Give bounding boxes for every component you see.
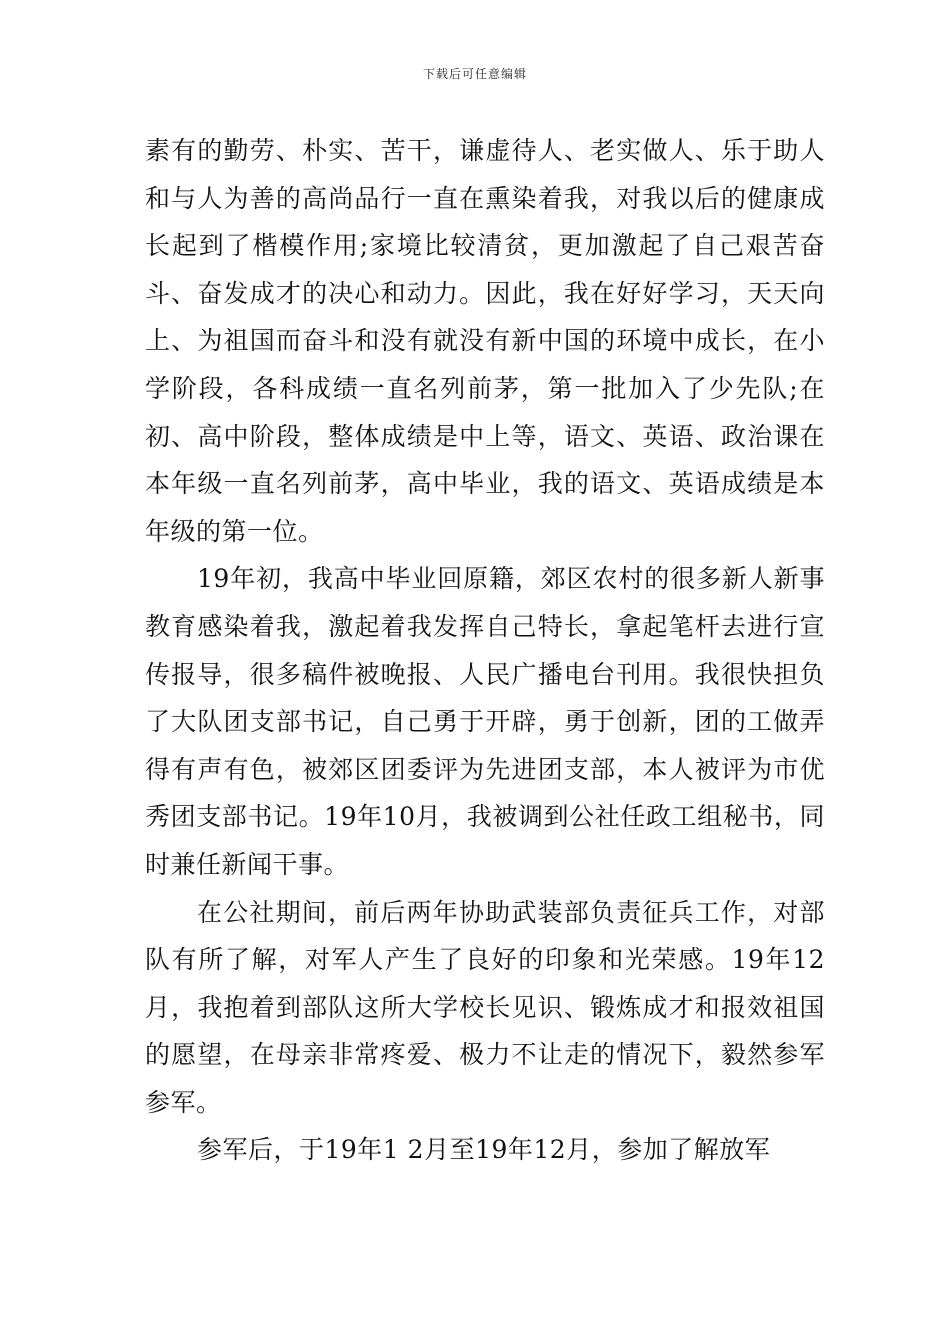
paragraph-2: 19年初，我高中毕业回原籍，郊区农村的很多新人新事教育感染着我，激起着我发挥自己特长，拿起笔杆去进行宣传报导，很多稿件被晚报、人民广播电台刊用。我很快担负了大队团支部书记，自己勇于开辟，勇于创新，团的工做弄得有声有色，被郊区团委评为先进团支部，本人被评为市优秀团支部书记。19年10月，我被调到公社任政工组秘书，同时兼任新闻干事。	[145, 564, 825, 879]
page-header: 下载后可任意编辑	[422, 67, 527, 81]
paragraph-1: 素有的勤劳、朴实、苦干，谦虚待人、老实做人、乐于助人和与人为善的高尚品行一直在熏染着我，对我以后的健康成长起到了楷模作用;家境比较清贫，更加激起了自己艰苦奋斗、奋发成才的决心和动力。因此，我在好好学习，天天向上、为祖国而奋斗和没有就没有新中国的环境中成长，在小学阶段，各科成绩一直名列前茅，第一批加入了少先队;在初、高中阶段，整体成绩是中上等，语文、英语、政治课在本年级一直名列前茅，高中毕业，我的语文、英语成绩是本年级的第一位。	[145, 136, 825, 546]
paragraph-4: 参军后，于19年1 2月至19年12月，参加了解放军	[197, 1135, 771, 1165]
document-body	[145, 127, 825, 1174]
paragraph-3: 在公社期间，前后两年协助武装部负责征兵工作，对部队有所了解，对军人产生了良好的印象和光荣感。19年12月，我抱着到部队这所大学校长见识、锻炼成才和报效祖国的愿望，在母亲非常疼爱、极力不让走的情况下，毅然参军参军。	[145, 897, 825, 1117]
